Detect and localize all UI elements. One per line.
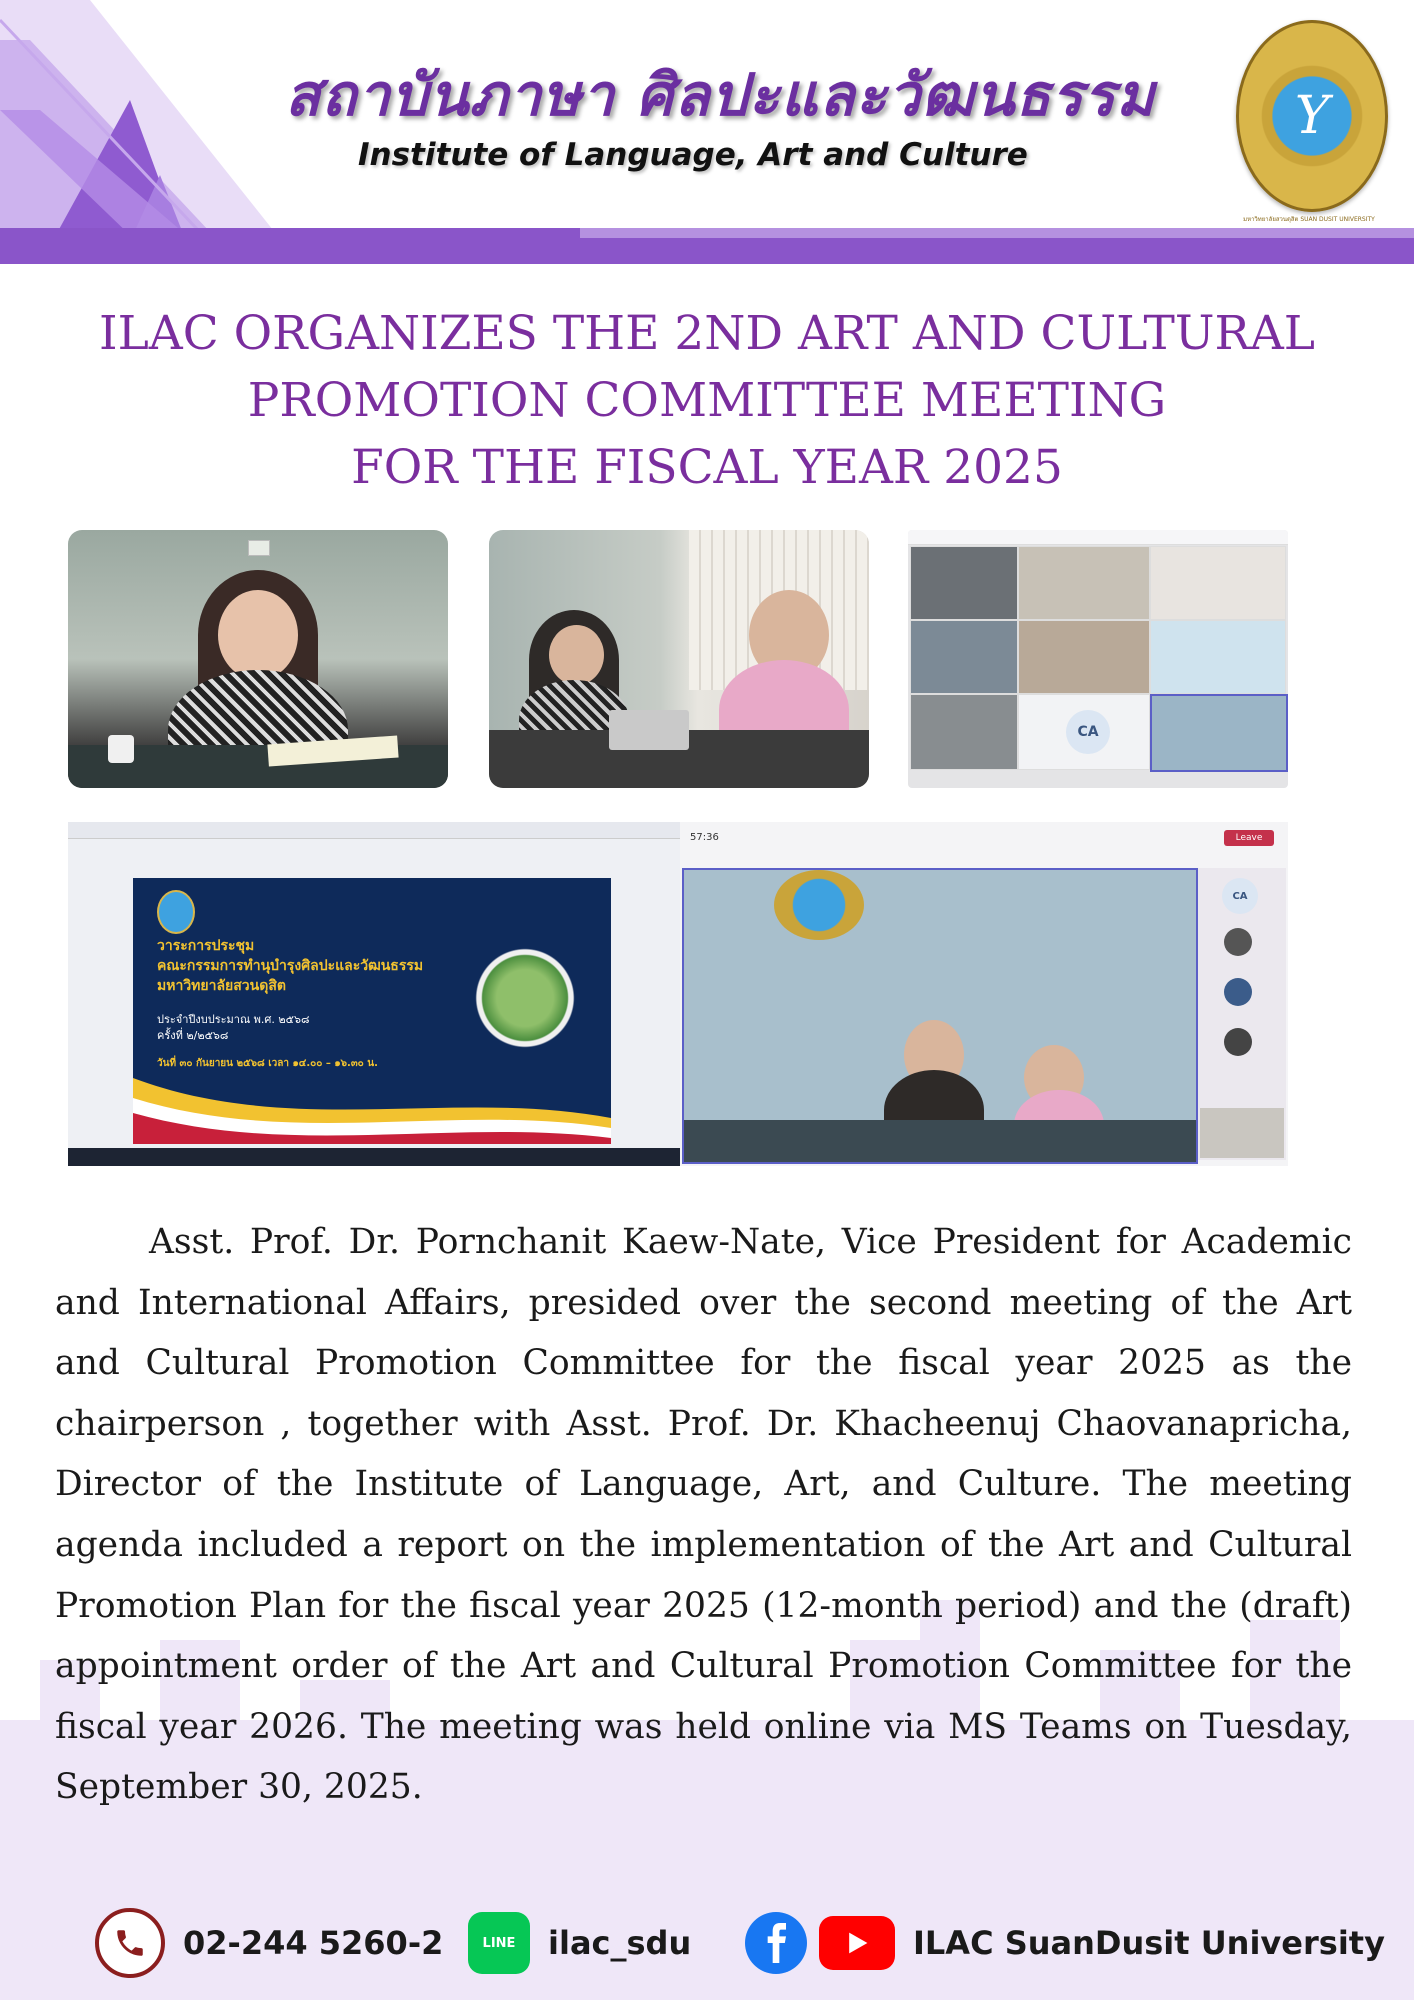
article-body: Asst. Prof. Dr. Pornchanit Kaew-Nate, Vice President for Academic and International Affairs, presided over the second meeting of the Art and Cultural Promotion Committee for the fiscal year 2025 as the chairperson , together with Asst. Prof. Dr. Khacheenuj Chaovanapricha, Director of the Institute of Language, Art, and Culture. The meeting agenda included a report on the implementation of the Art and Cultural Promotion Plan for the fiscal year 2025 (12-month period) and the (draft) appointment order of the Art and Cultural Promotion Committee for the fiscal year 2026. The meeting was held online via MS Teams on Tuesday, September 30, 2025. bbox=[55, 1222, 1352, 1808]
screenshot-teams-meeting bbox=[680, 822, 1288, 1166]
screenshot-video-call-grid bbox=[908, 530, 1288, 788]
agenda-slide bbox=[133, 878, 611, 1144]
line-id: ilac_sdu bbox=[548, 1924, 692, 1962]
thai-institute-title: สถาบันภาษา ศิลปะและวัฒนธรรม bbox=[285, 61, 1156, 129]
seal-monogram: Y bbox=[1294, 86, 1330, 146]
facebook-icon bbox=[745, 1912, 807, 1974]
social-handle: ILAC SuanDusit University bbox=[913, 1924, 1385, 1962]
phone-icon bbox=[95, 1908, 165, 1978]
avatar-ca: CA bbox=[1066, 710, 1110, 754]
header-bar-accent bbox=[580, 228, 1414, 238]
english-institute-title: Institute of Language, Art and Culture bbox=[358, 137, 1028, 173]
footer-contact bbox=[0, 1908, 1414, 1978]
slide-date: วันที่ ๓๐ กันยายน ๒๕๖๘ เวลา ๑๔.๐๐ – ๑๖.๓๐ น. bbox=[157, 1058, 378, 1069]
headline bbox=[40, 300, 1374, 501]
slide-wave-decoration bbox=[133, 1068, 611, 1144]
slide-title: วาระการประชุม คณะกรรมการทำนุบำรุงศิลปะและวัฒนธรรม มหาวิทยาลัยสวนดุสิต bbox=[157, 938, 424, 994]
footer-line bbox=[468, 1908, 691, 1978]
line-app-icon: LINE bbox=[468, 1912, 530, 1974]
headline-line: PROMOTION COMMITTEE MEETING bbox=[247, 373, 1167, 428]
phone-number: 02-244 5260-2 bbox=[183, 1924, 444, 1962]
photo-chairperson-at-desk bbox=[68, 530, 448, 788]
youtube-icon bbox=[819, 1916, 895, 1970]
headline-line: ILAC ORGANIZES THE 2ND ART AND CULTURAL bbox=[99, 306, 1315, 361]
slide-subtitle: ประจำปีงบประมาณ พ.ศ. ๒๕๖๘ ครั้งที่ ๒/๒๕๖๘ bbox=[157, 1013, 310, 1042]
photo-meeting-two-people bbox=[489, 530, 869, 788]
seal-text: มหาวิทยาลัยสวนดุสิต SUAN DUSIT UNIVERSITY bbox=[1243, 216, 1375, 223]
avatar-ca-small: CA bbox=[1222, 878, 1258, 914]
footer-phone bbox=[95, 1908, 443, 1978]
screenshot-shared-slide bbox=[68, 822, 680, 1166]
footer-social bbox=[745, 1908, 1385, 1978]
leave-button[interactable]: Leave bbox=[1224, 830, 1274, 846]
headline-line: FOR THE FISCAL YEAR 2025 bbox=[351, 440, 1063, 495]
meeting-timer: 57:36 bbox=[690, 832, 719, 843]
university-seal-logo bbox=[1236, 20, 1388, 212]
